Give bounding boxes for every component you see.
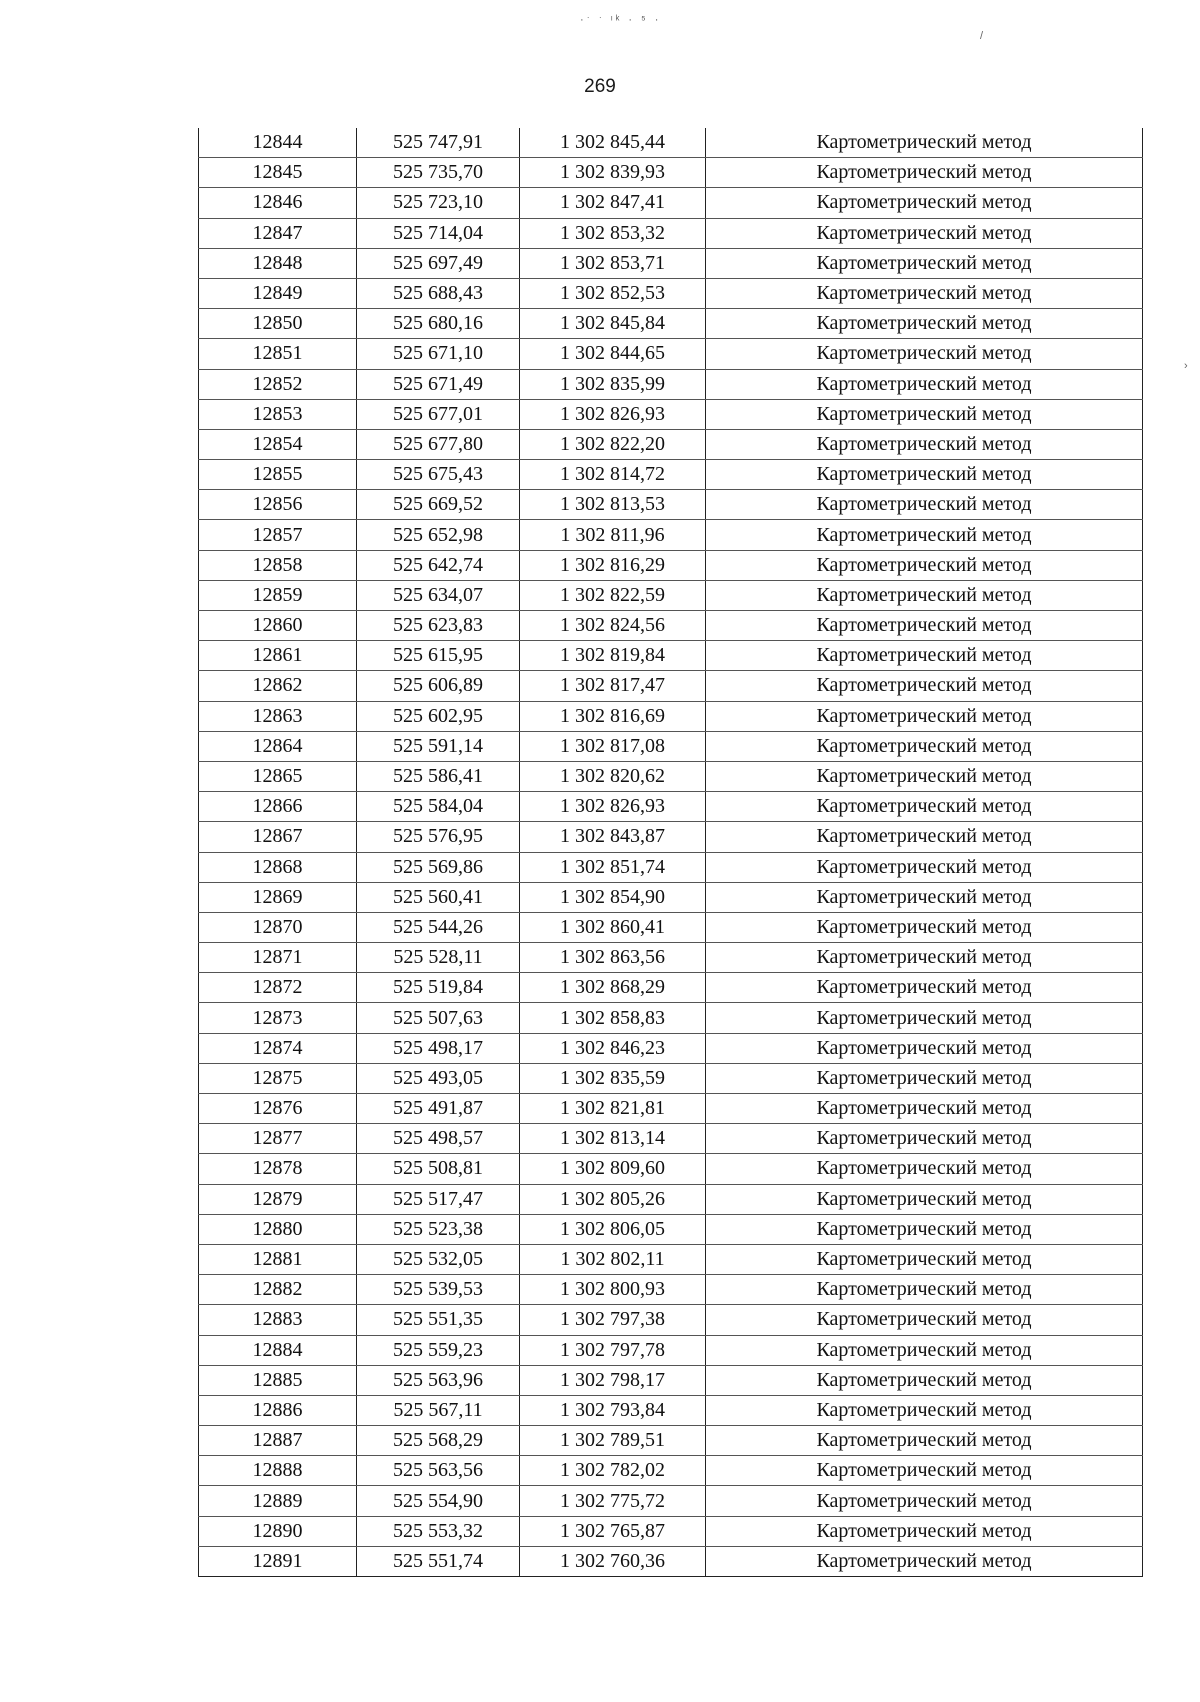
y-coordinate-cell: 1 302 835,59 xyxy=(520,1063,706,1093)
method-cell: Картометрический метод xyxy=(706,429,1143,459)
point-number-cell: 12853 xyxy=(199,399,357,429)
table-row xyxy=(199,731,1143,761)
point-number-cell: 12858 xyxy=(199,550,357,580)
point-number-cell: 12886 xyxy=(199,1395,357,1425)
point-number-cell: 12869 xyxy=(199,882,357,912)
method-cell: Картометрический метод xyxy=(706,792,1143,822)
x-coordinate-cell: 525 671,10 xyxy=(357,339,520,369)
y-coordinate-cell: 1 302 853,71 xyxy=(520,248,706,278)
method-cell: Картометрический метод xyxy=(706,1094,1143,1124)
point-number-cell: 12890 xyxy=(199,1516,357,1546)
x-coordinate-cell: 525 671,49 xyxy=(357,369,520,399)
y-coordinate-cell: 1 302 858,83 xyxy=(520,1003,706,1033)
table-row xyxy=(199,912,1143,942)
point-number-cell: 12871 xyxy=(199,943,357,973)
table-row xyxy=(199,580,1143,610)
method-cell: Картометрический метод xyxy=(706,943,1143,973)
x-coordinate-cell: 525 554,90 xyxy=(357,1486,520,1516)
x-coordinate-cell: 525 677,01 xyxy=(357,399,520,429)
point-number-cell: 12867 xyxy=(199,822,357,852)
table-row xyxy=(199,1365,1143,1395)
y-coordinate-cell: 1 302 852,53 xyxy=(520,278,706,308)
method-cell: Картометрический метод xyxy=(706,399,1143,429)
point-number-cell: 12845 xyxy=(199,158,357,188)
method-cell: Картометрический метод xyxy=(706,520,1143,550)
x-coordinate-cell: 525 569,86 xyxy=(357,852,520,882)
method-cell: Картометрический метод xyxy=(706,550,1143,580)
method-cell: Картометрический метод xyxy=(706,1244,1143,1274)
y-coordinate-cell: 1 302 793,84 xyxy=(520,1395,706,1425)
y-coordinate-cell: 1 302 853,32 xyxy=(520,218,706,248)
point-number-cell: 12882 xyxy=(199,1275,357,1305)
x-coordinate-cell: 525 551,35 xyxy=(357,1305,520,1335)
point-number-cell: 12876 xyxy=(199,1094,357,1124)
point-number-cell: 12879 xyxy=(199,1184,357,1214)
y-coordinate-cell: 1 302 835,99 xyxy=(520,369,706,399)
method-cell: Картометрический метод xyxy=(706,1184,1143,1214)
table-row xyxy=(199,1124,1143,1154)
table-row xyxy=(199,1516,1143,1546)
y-coordinate-cell: 1 302 820,62 xyxy=(520,761,706,791)
point-number-cell: 12873 xyxy=(199,1003,357,1033)
method-cell: Картометрический метод xyxy=(706,248,1143,278)
table-row xyxy=(199,218,1143,248)
y-coordinate-cell: 1 302 822,20 xyxy=(520,429,706,459)
y-coordinate-cell: 1 302 819,84 xyxy=(520,641,706,671)
table-row xyxy=(199,248,1143,278)
method-cell: Картометрический метод xyxy=(706,369,1143,399)
method-cell: Картометрический метод xyxy=(706,1003,1143,1033)
y-coordinate-cell: 1 302 811,96 xyxy=(520,520,706,550)
table-row xyxy=(199,852,1143,882)
method-cell: Картометрический метод xyxy=(706,580,1143,610)
x-coordinate-cell: 525 563,56 xyxy=(357,1456,520,1486)
point-number-cell: 12889 xyxy=(199,1486,357,1516)
point-number-cell: 12884 xyxy=(199,1335,357,1365)
y-coordinate-cell: 1 302 826,93 xyxy=(520,792,706,822)
y-coordinate-cell: 1 302 817,47 xyxy=(520,671,706,701)
x-coordinate-cell: 525 551,74 xyxy=(357,1546,520,1576)
table-row xyxy=(199,822,1143,852)
method-cell: Картометрический метод xyxy=(706,1546,1143,1576)
y-coordinate-cell: 1 302 817,08 xyxy=(520,731,706,761)
x-coordinate-cell: 525 697,49 xyxy=(357,248,520,278)
point-number-cell: 12859 xyxy=(199,580,357,610)
method-cell: Картометрический метод xyxy=(706,278,1143,308)
table-row xyxy=(199,1486,1143,1516)
y-coordinate-cell: 1 302 809,60 xyxy=(520,1154,706,1184)
y-coordinate-cell: 1 302 813,14 xyxy=(520,1124,706,1154)
method-cell: Картометрический метод xyxy=(706,1395,1143,1425)
point-number-cell: 12870 xyxy=(199,912,357,942)
method-cell: Картометрический метод xyxy=(706,671,1143,701)
y-coordinate-cell: 1 302 789,51 xyxy=(520,1426,706,1456)
x-coordinate-cell: 525 528,11 xyxy=(357,943,520,973)
method-cell: Картометрический метод xyxy=(706,1335,1143,1365)
table-row xyxy=(199,1426,1143,1456)
table-row xyxy=(199,1154,1143,1184)
y-coordinate-cell: 1 302 824,56 xyxy=(520,611,706,641)
table-row xyxy=(199,882,1143,912)
x-coordinate-cell: 525 747,91 xyxy=(357,128,520,158)
x-coordinate-cell: 525 591,14 xyxy=(357,731,520,761)
point-number-cell: 12847 xyxy=(199,218,357,248)
y-coordinate-cell: 1 302 845,84 xyxy=(520,309,706,339)
y-coordinate-cell: 1 302 845,44 xyxy=(520,128,706,158)
x-coordinate-cell: 525 642,74 xyxy=(357,550,520,580)
method-cell: Картометрический метод xyxy=(706,1275,1143,1305)
y-coordinate-cell: 1 302 782,02 xyxy=(520,1456,706,1486)
x-coordinate-cell: 525 508,81 xyxy=(357,1154,520,1184)
method-cell: Картометрический метод xyxy=(706,188,1143,218)
table-row xyxy=(199,1063,1143,1093)
x-coordinate-cell: 525 559,23 xyxy=(357,1335,520,1365)
table-row xyxy=(199,339,1143,369)
table-row xyxy=(199,520,1143,550)
table-row xyxy=(199,1335,1143,1365)
method-cell: Картометрический метод xyxy=(706,1154,1143,1184)
x-coordinate-cell: 525 568,29 xyxy=(357,1426,520,1456)
point-number-cell: 12888 xyxy=(199,1456,357,1486)
y-coordinate-cell: 1 302 765,87 xyxy=(520,1516,706,1546)
x-coordinate-cell: 525 493,05 xyxy=(357,1063,520,1093)
y-coordinate-cell: 1 302 814,72 xyxy=(520,460,706,490)
table-row xyxy=(199,641,1143,671)
table-row xyxy=(199,761,1143,791)
x-coordinate-cell: 525 714,04 xyxy=(357,218,520,248)
x-coordinate-cell: 525 652,98 xyxy=(357,520,520,550)
point-number-cell: 12861 xyxy=(199,641,357,671)
method-cell: Картометрический метод xyxy=(706,158,1143,188)
method-cell: Картометрический метод xyxy=(706,1365,1143,1395)
point-number-cell: 12854 xyxy=(199,429,357,459)
method-cell: Картометрический метод xyxy=(706,490,1143,520)
method-cell: Картометрический метод xyxy=(706,128,1143,158)
table-row xyxy=(199,188,1143,218)
x-coordinate-cell: 525 735,70 xyxy=(357,158,520,188)
method-cell: Картометрический метод xyxy=(706,1063,1143,1093)
point-number-cell: 12885 xyxy=(199,1365,357,1395)
coordinates-table-body xyxy=(199,128,1143,1577)
table-row xyxy=(199,399,1143,429)
x-coordinate-cell: 525 498,57 xyxy=(357,1124,520,1154)
x-coordinate-cell: 525 586,41 xyxy=(357,761,520,791)
x-coordinate-cell: 525 615,95 xyxy=(357,641,520,671)
x-coordinate-cell: 525 584,04 xyxy=(357,792,520,822)
point-number-cell: 12846 xyxy=(199,188,357,218)
table-row xyxy=(199,792,1143,822)
x-coordinate-cell: 525 491,87 xyxy=(357,1094,520,1124)
table-row xyxy=(199,1094,1143,1124)
y-coordinate-cell: 1 302 813,53 xyxy=(520,490,706,520)
point-number-cell: 12852 xyxy=(199,369,357,399)
point-number-cell: 12849 xyxy=(199,278,357,308)
y-coordinate-cell: 1 302 805,26 xyxy=(520,1184,706,1214)
method-cell: Картометрический метод xyxy=(706,701,1143,731)
table-row xyxy=(199,1305,1143,1335)
y-coordinate-cell: 1 302 760,36 xyxy=(520,1546,706,1576)
y-coordinate-cell: 1 302 846,23 xyxy=(520,1033,706,1063)
table-row xyxy=(199,490,1143,520)
point-number-cell: 12877 xyxy=(199,1124,357,1154)
table-row xyxy=(199,973,1143,1003)
table-row xyxy=(199,671,1143,701)
point-number-cell: 12868 xyxy=(199,852,357,882)
x-coordinate-cell: 525 576,95 xyxy=(357,822,520,852)
y-coordinate-cell: 1 302 797,38 xyxy=(520,1305,706,1335)
point-number-cell: 12891 xyxy=(199,1546,357,1576)
x-coordinate-cell: 525 675,43 xyxy=(357,460,520,490)
point-number-cell: 12855 xyxy=(199,460,357,490)
method-cell: Картометрический метод xyxy=(706,309,1143,339)
method-cell: Картометрический метод xyxy=(706,1305,1143,1335)
point-number-cell: 12872 xyxy=(199,973,357,1003)
point-number-cell: 12880 xyxy=(199,1214,357,1244)
x-coordinate-cell: 525 517,47 xyxy=(357,1184,520,1214)
point-number-cell: 12862 xyxy=(199,671,357,701)
method-cell: Картометрический метод xyxy=(706,1214,1143,1244)
method-cell: Картометрический метод xyxy=(706,460,1143,490)
y-coordinate-cell: 1 302 854,90 xyxy=(520,882,706,912)
table-row xyxy=(199,550,1143,580)
y-coordinate-cell: 1 302 851,74 xyxy=(520,852,706,882)
method-cell: Картометрический метод xyxy=(706,218,1143,248)
method-cell: Картометрический метод xyxy=(706,731,1143,761)
y-coordinate-cell: 1 302 775,72 xyxy=(520,1486,706,1516)
table-row xyxy=(199,1033,1143,1063)
y-coordinate-cell: 1 302 821,81 xyxy=(520,1094,706,1124)
table-row xyxy=(199,429,1143,459)
y-coordinate-cell: 1 302 822,59 xyxy=(520,580,706,610)
table-row xyxy=(199,611,1143,641)
scan-artifact-dot: › xyxy=(1184,360,1188,372)
scan-artifact-marks: ·ˑ ˑ ᶦᵏ · ⁵ · xyxy=(580,14,662,26)
y-coordinate-cell: 1 302 844,65 xyxy=(520,339,706,369)
x-coordinate-cell: 525 532,05 xyxy=(357,1244,520,1274)
method-cell: Картометрический метод xyxy=(706,973,1143,1003)
method-cell: Картометрический метод xyxy=(706,611,1143,641)
point-number-cell: 12883 xyxy=(199,1305,357,1335)
table-row xyxy=(199,1184,1143,1214)
y-coordinate-cell: 1 302 797,78 xyxy=(520,1335,706,1365)
table-row xyxy=(199,1395,1143,1425)
y-coordinate-cell: 1 302 800,93 xyxy=(520,1275,706,1305)
method-cell: Картометрический метод xyxy=(706,641,1143,671)
x-coordinate-cell: 525 498,17 xyxy=(357,1033,520,1063)
point-number-cell: 12874 xyxy=(199,1033,357,1063)
y-coordinate-cell: 1 302 826,93 xyxy=(520,399,706,429)
table-row xyxy=(199,943,1143,973)
table-row xyxy=(199,460,1143,490)
table-row xyxy=(199,278,1143,308)
method-cell: Картометрический метод xyxy=(706,761,1143,791)
method-cell: Картометрический метод xyxy=(706,822,1143,852)
table-row xyxy=(199,1546,1143,1576)
point-number-cell: 12848 xyxy=(199,248,357,278)
method-cell: Картометрический метод xyxy=(706,1033,1143,1063)
table-row xyxy=(199,701,1143,731)
method-cell: Картометрический метод xyxy=(706,1124,1143,1154)
point-number-cell: 12881 xyxy=(199,1244,357,1274)
x-coordinate-cell: 525 553,32 xyxy=(357,1516,520,1546)
x-coordinate-cell: 525 606,89 xyxy=(357,671,520,701)
x-coordinate-cell: 525 680,16 xyxy=(357,309,520,339)
point-number-cell: 12863 xyxy=(199,701,357,731)
x-coordinate-cell: 525 560,41 xyxy=(357,882,520,912)
method-cell: Картометрический метод xyxy=(706,1426,1143,1456)
scan-artifact-dot: / xyxy=(980,30,984,42)
x-coordinate-cell: 525 519,84 xyxy=(357,973,520,1003)
y-coordinate-cell: 1 302 816,29 xyxy=(520,550,706,580)
method-cell: Картометрический метод xyxy=(706,339,1143,369)
table-row xyxy=(199,1244,1143,1274)
y-coordinate-cell: 1 302 816,69 xyxy=(520,701,706,731)
x-coordinate-cell: 525 669,52 xyxy=(357,490,520,520)
x-coordinate-cell: 525 602,95 xyxy=(357,701,520,731)
method-cell: Картометрический метод xyxy=(706,852,1143,882)
table-row xyxy=(199,369,1143,399)
y-coordinate-cell: 1 302 843,87 xyxy=(520,822,706,852)
point-number-cell: 12875 xyxy=(199,1063,357,1093)
point-number-cell: 12857 xyxy=(199,520,357,550)
x-coordinate-cell: 525 507,63 xyxy=(357,1003,520,1033)
x-coordinate-cell: 525 539,53 xyxy=(357,1275,520,1305)
method-cell: Картометрический метод xyxy=(706,1486,1143,1516)
point-number-cell: 12866 xyxy=(199,792,357,822)
point-number-cell: 12860 xyxy=(199,611,357,641)
method-cell: Картометрический метод xyxy=(706,1516,1143,1546)
method-cell: Картометрический метод xyxy=(706,882,1143,912)
x-coordinate-cell: 525 677,80 xyxy=(357,429,520,459)
table-row xyxy=(199,1275,1143,1305)
table-row xyxy=(199,1003,1143,1033)
x-coordinate-cell: 525 563,96 xyxy=(357,1365,520,1395)
table-row xyxy=(199,309,1143,339)
y-coordinate-cell: 1 302 860,41 xyxy=(520,912,706,942)
y-coordinate-cell: 1 302 798,17 xyxy=(520,1365,706,1395)
y-coordinate-cell: 1 302 868,29 xyxy=(520,973,706,1003)
x-coordinate-cell: 525 567,11 xyxy=(357,1395,520,1425)
point-number-cell: 12850 xyxy=(199,309,357,339)
point-number-cell: 12878 xyxy=(199,1154,357,1184)
point-number-cell: 12844 xyxy=(199,128,357,158)
method-cell: Картометрический метод xyxy=(706,912,1143,942)
x-coordinate-cell: 525 623,83 xyxy=(357,611,520,641)
point-number-cell: 12851 xyxy=(199,339,357,369)
x-coordinate-cell: 525 688,43 xyxy=(357,278,520,308)
y-coordinate-cell: 1 302 806,05 xyxy=(520,1214,706,1244)
coordinates-table xyxy=(198,128,1143,1577)
x-coordinate-cell: 525 634,07 xyxy=(357,580,520,610)
table-row xyxy=(199,158,1143,188)
x-coordinate-cell: 525 523,38 xyxy=(357,1214,520,1244)
table-row xyxy=(199,128,1143,158)
table-row xyxy=(199,1214,1143,1244)
page-number: 269 xyxy=(584,76,616,97)
point-number-cell: 12887 xyxy=(199,1426,357,1456)
x-coordinate-cell: 525 723,10 xyxy=(357,188,520,218)
y-coordinate-cell: 1 302 839,93 xyxy=(520,158,706,188)
point-number-cell: 12865 xyxy=(199,761,357,791)
x-coordinate-cell: 525 544,26 xyxy=(357,912,520,942)
y-coordinate-cell: 1 302 863,56 xyxy=(520,943,706,973)
y-coordinate-cell: 1 302 847,41 xyxy=(520,188,706,218)
point-number-cell: 12856 xyxy=(199,490,357,520)
table-row xyxy=(199,1456,1143,1486)
method-cell: Картометрический метод xyxy=(706,1456,1143,1486)
y-coordinate-cell: 1 302 802,11 xyxy=(520,1244,706,1274)
point-number-cell: 12864 xyxy=(199,731,357,761)
